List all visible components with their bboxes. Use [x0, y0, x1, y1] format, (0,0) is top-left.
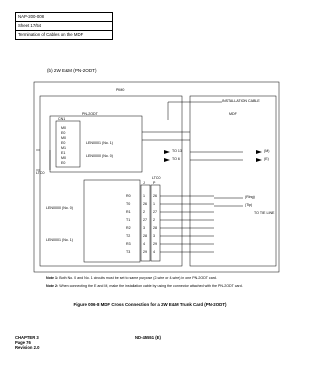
row-signal: R0: [126, 194, 131, 198]
arrow-m: [256, 150, 262, 154]
row-p-pin: 26: [153, 194, 157, 198]
p-label: P: [153, 181, 156, 185]
cn1-connector: [56, 121, 80, 167]
row-j-pin: 29: [143, 250, 147, 254]
arrow-to-13: [164, 150, 170, 154]
row-j-pin: 27: [143, 218, 147, 222]
signal-e-label: (E): [264, 157, 269, 161]
arrow-e: [256, 158, 262, 162]
cn1-label: CN1: [58, 117, 66, 121]
row-signal: R3: [126, 242, 131, 246]
revision: Revision 2.0: [15, 345, 40, 351]
document-number: ND-45551 (E): [135, 335, 161, 340]
ltc0-box: [84, 180, 140, 262]
lower-len-label: LEN0001 (No. 1): [46, 238, 73, 242]
ltc0-label: LTC0: [36, 171, 45, 175]
card-pin: E0: [61, 161, 66, 165]
row-j-pin: 3: [143, 226, 145, 230]
pim-label: PIM0: [116, 88, 125, 92]
footer-left: [15, 335, 39, 351]
arrow-to-6: [164, 158, 170, 162]
j-label: J: [143, 181, 145, 185]
row-signal: T1: [126, 218, 131, 222]
row-p-pin: 1: [153, 202, 155, 206]
mdf-box: [190, 96, 276, 266]
row-p-pin: 3: [153, 234, 155, 238]
to-label: TO 6: [172, 157, 180, 161]
card-label: PN-2ODT: [82, 112, 98, 116]
signal-m-label: (M): [264, 149, 270, 153]
row-j-pin: 28: [143, 234, 147, 238]
card-pin: E1: [61, 151, 66, 155]
len-label: LEN0000 (No. 0): [86, 154, 113, 158]
installation-cable-label: INSTALLATION CABLE: [222, 99, 260, 103]
row-signal: R2: [126, 226, 131, 230]
row-p-pin: 4: [153, 250, 155, 254]
section-subtitle: (b) 2W E&M (PN-2ODT): [47, 68, 97, 73]
row-j-pin: 2: [143, 210, 145, 214]
tie-line-label: TO TIE LINE: [254, 211, 275, 215]
note-2: Note 2: When connecting the E and M, make the installation cable by using the connector attached with the PN-2ODT card.: [46, 284, 243, 288]
card-pin: M1: [61, 146, 66, 150]
row-p-pin: 28: [153, 226, 157, 230]
ring-label: (Ring): [245, 195, 255, 199]
row-signal: T3: [126, 250, 131, 254]
sheet-number: Sheet 17/54: [16, 22, 112, 31]
doc-id: NAP-200-008: [16, 13, 112, 22]
chapter: CHAPTER 3: [15, 335, 39, 340]
row-j-pin: 4: [143, 242, 145, 246]
card-pin: E0: [61, 141, 66, 145]
card-pin: M0: [61, 136, 66, 140]
card-pin: E0: [61, 131, 66, 135]
card-pin: M0: [61, 156, 66, 160]
mdf-label: MDF: [229, 112, 237, 116]
section-title: Termination of Cables on the MDF: [18, 32, 84, 37]
tip-label: (Tip): [245, 203, 253, 207]
row-p-pin: 27: [153, 210, 157, 214]
row-p-pin: 29: [153, 242, 157, 246]
row-signal: T2: [126, 234, 131, 238]
card-pin: M0: [61, 126, 66, 130]
page-number: Page 76: [15, 340, 31, 346]
to-label: TO 13: [172, 149, 182, 153]
row-p-pin: 2: [153, 218, 155, 222]
row-signal: R1: [126, 210, 131, 214]
len-label: LEN0001 (No. 1): [86, 141, 113, 145]
row-j-pin: 26: [143, 202, 147, 206]
ltc0-inner-label: LTC0: [152, 176, 161, 180]
lower-len-label: LEN0000 (No. 0): [46, 206, 73, 210]
figure-caption: Figure 006-8 MDF Cross Connection for a 2W E&M Trunk Card (PN-2ODT): [73, 302, 227, 307]
note-1: Note 1: Both No. 0 and No. 1 circuits must be set to same purpose (2-wire or 4-wire) in one PN-2ODT card.: [46, 276, 217, 280]
row-signal: T0: [126, 202, 131, 206]
row-j-pin: 1: [143, 194, 145, 198]
